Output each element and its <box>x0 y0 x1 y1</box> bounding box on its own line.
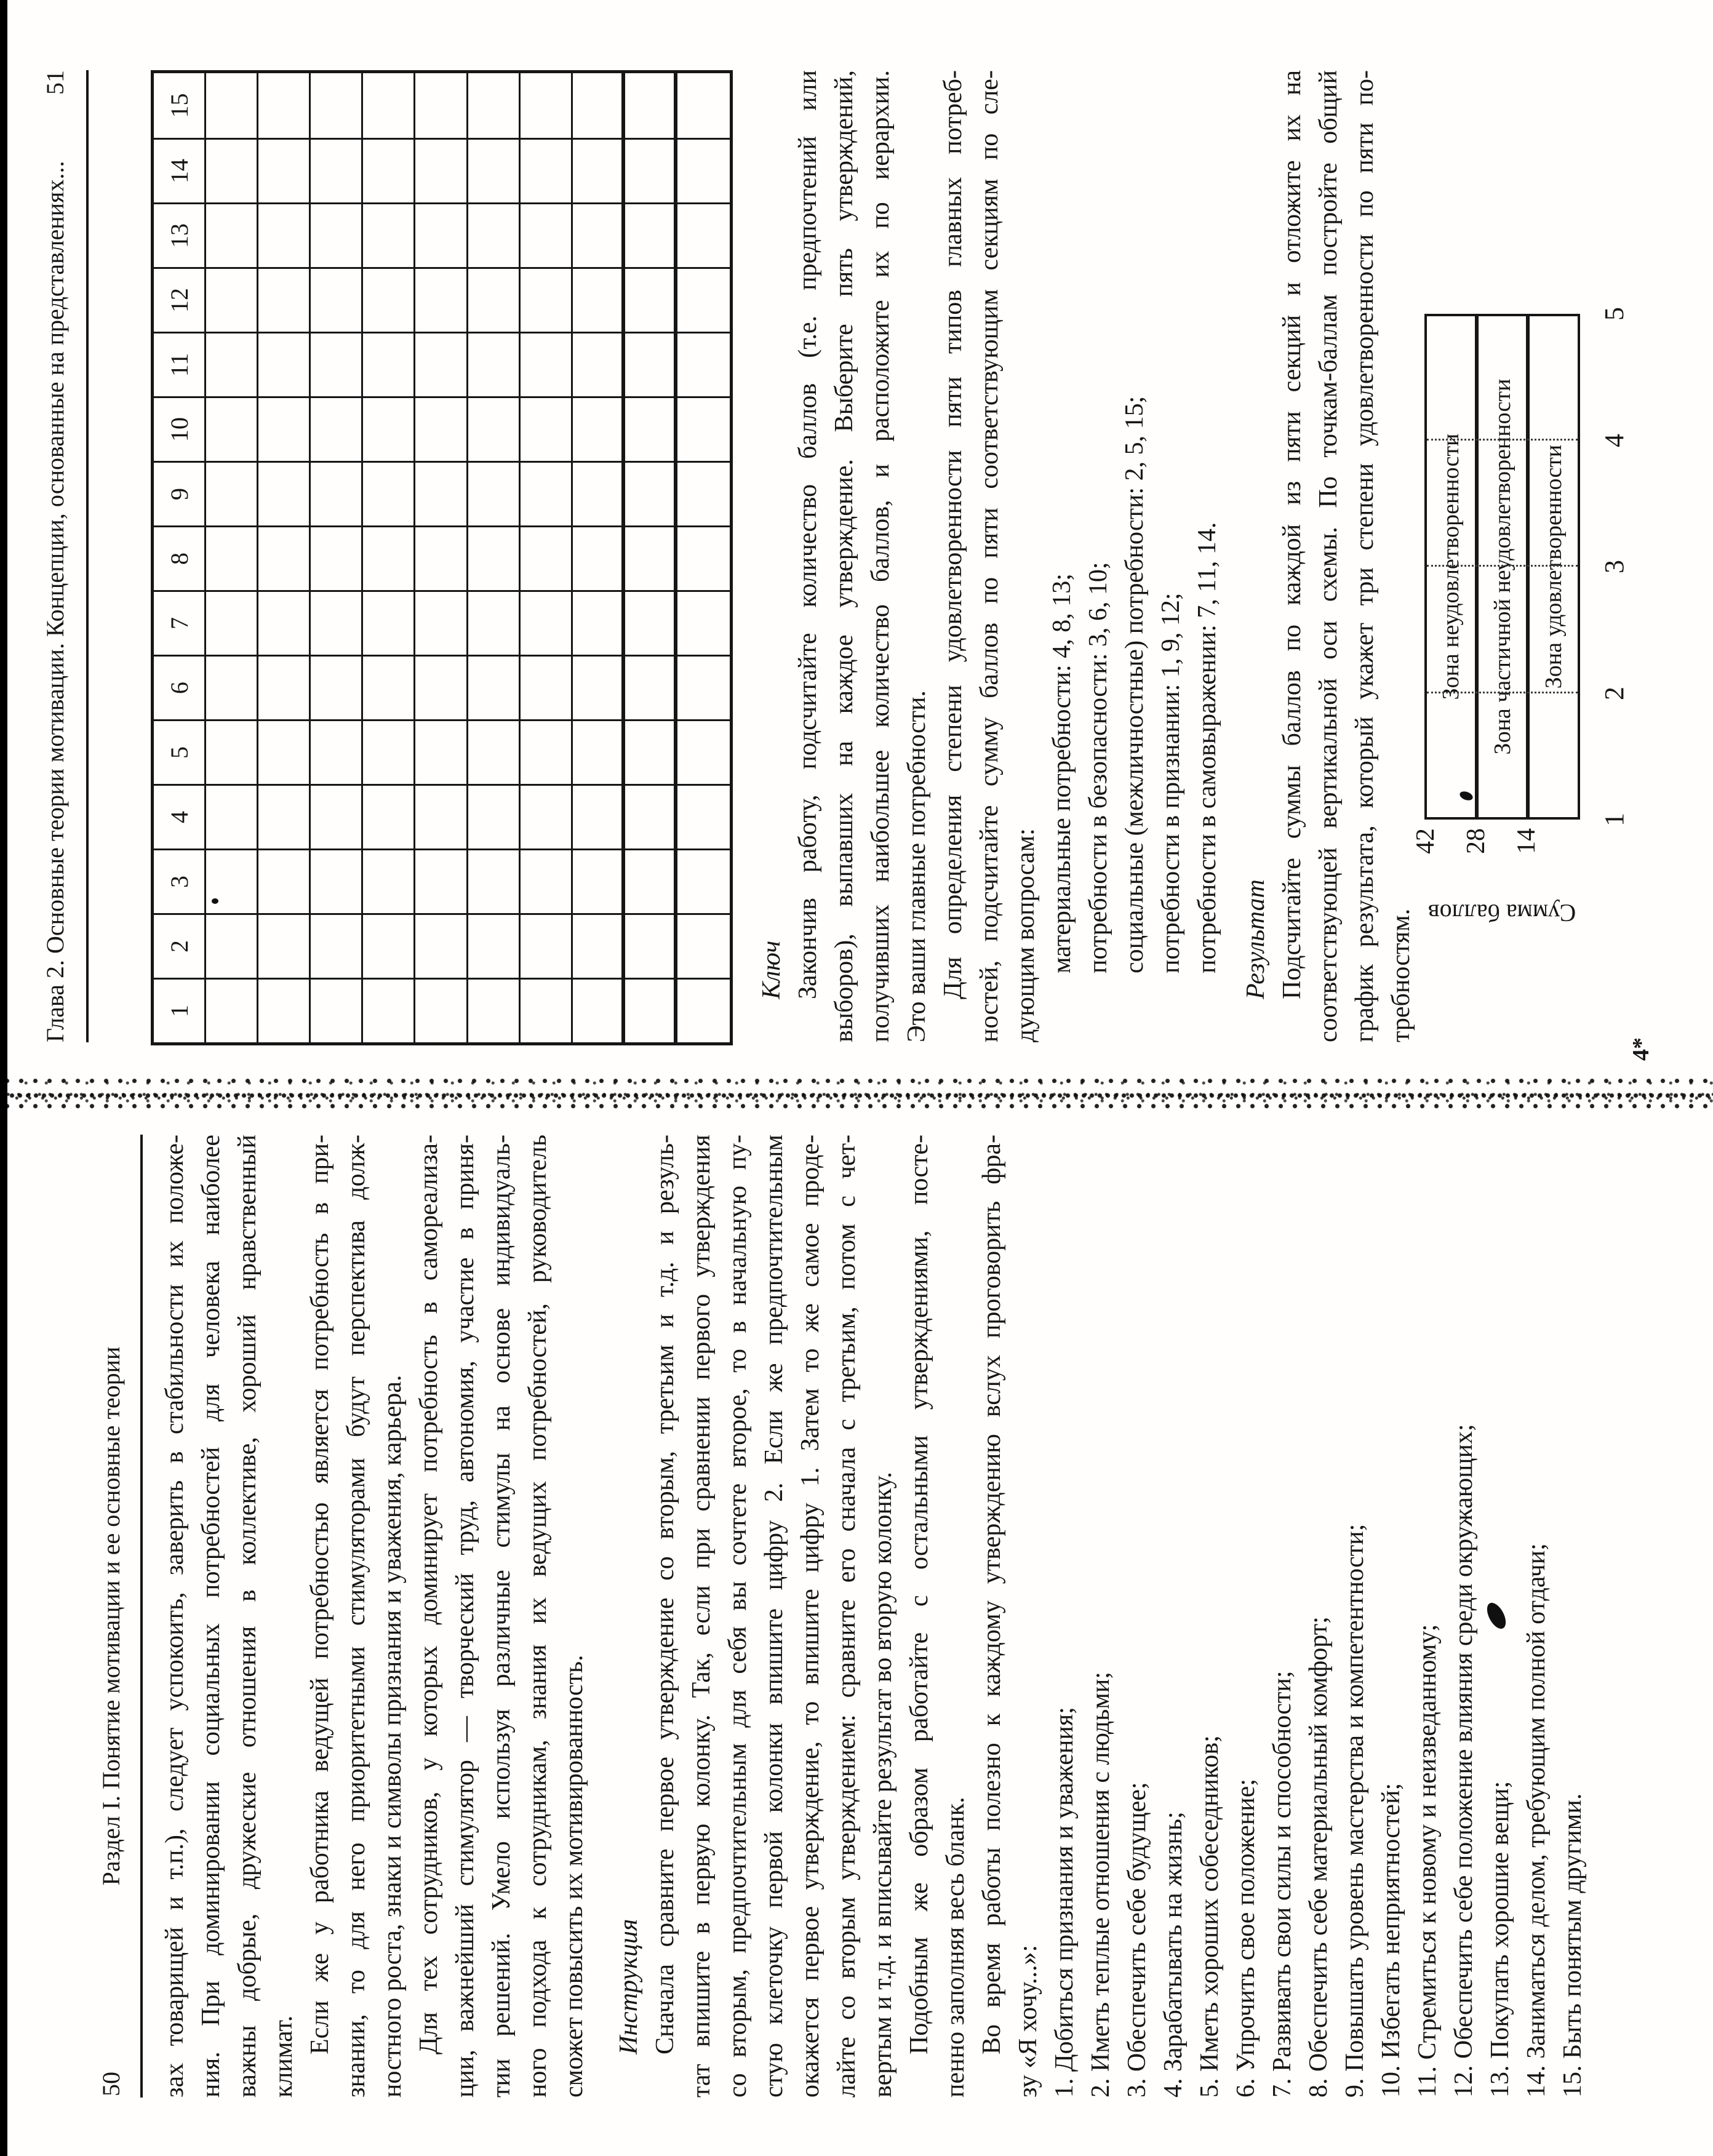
text-line: ции, важнейший стимулятор — творческий труд, автономия, участие в приня- <box>451 1135 479 2098</box>
zones-y-axis-label: Сумма баллов <box>1428 899 1576 927</box>
zones-x-tick-3: 3 <box>1599 560 1629 573</box>
text-line: знании, то для него приоритетными стимуляторами будут перспектива долж- <box>342 1135 370 2098</box>
grid-cell <box>311 590 363 655</box>
grid-cell <box>363 202 415 267</box>
grid-cell <box>521 719 573 784</box>
grid-header-cell: 15 <box>154 73 206 138</box>
grid-cell <box>311 913 363 978</box>
grid-cell <box>625 202 677 267</box>
page50-number: 50 <box>97 2072 125 2096</box>
grid-cell <box>521 396 573 461</box>
text-line: требностям. <box>1387 908 1415 1042</box>
grid-cell <box>415 978 468 1042</box>
grid-cell <box>415 138 468 202</box>
grid-cell <box>468 202 521 267</box>
grid-cell <box>521 461 573 525</box>
grid-cell <box>677 138 730 202</box>
grid-header-cell: 14 <box>154 138 206 202</box>
grid-cell <box>363 267 415 332</box>
grid-cell <box>521 978 573 1042</box>
grid-cell <box>677 525 730 590</box>
grid-cell <box>677 590 730 655</box>
grid-cell <box>258 978 311 1042</box>
grid-cell <box>625 590 677 655</box>
grid-cell <box>258 848 311 913</box>
page-50 <box>0 1078 1713 2156</box>
list-item: потребности в безопасности: 3, 6, 10; <box>1084 562 1112 973</box>
grid-cell <box>258 461 311 525</box>
grid-cell <box>521 848 573 913</box>
grid-cell <box>258 525 311 590</box>
text-line: Если же у работника ведущей потребностью является потребность в при- <box>306 1135 334 2054</box>
grid-cell <box>363 396 415 461</box>
grid-cell <box>415 461 468 525</box>
grid-cell <box>258 73 311 138</box>
grid-cell <box>573 396 625 461</box>
grid-cell <box>311 138 363 202</box>
text-line: Сначала сравните первое утверждение со вторым, третьим и т.д. и резуль- <box>651 1135 679 2054</box>
grid-cell <box>521 784 573 848</box>
grid-cell <box>521 73 573 138</box>
grid-cell <box>415 267 468 332</box>
list-item: 2. Иметь теплые отношения с людьми; <box>1087 1672 1115 2098</box>
page51-head-title: Глава 2. Основные теории мотивации. Концепции, основанные на представлениях... <box>41 161 69 1042</box>
page50-head-title: Раздел I. Понятие мотивации и ее основные теории <box>97 1346 125 1886</box>
grid-cell <box>258 138 311 202</box>
grid-cell <box>521 525 573 590</box>
text-line: тат впишите в первую колонку. Так, если при сравнении первого утверждения <box>687 1135 716 2098</box>
grid-cell <box>625 719 677 784</box>
grid-cell <box>363 848 415 913</box>
list-item: 10. Избегать неприятностей; <box>1377 1783 1405 2098</box>
text-line: получивших наибольшее количество баллов, и расположите их по иерархии. <box>866 70 895 1042</box>
grid-cell <box>206 719 258 784</box>
grid-cell <box>468 461 521 525</box>
grid-cell <box>206 525 258 590</box>
grid-cell <box>521 655 573 719</box>
list-item: 5. Иметь хороших собеседников; <box>1196 1735 1224 2098</box>
grid-cell <box>677 396 730 461</box>
text-line: ния. При доминировании социальных потребностей для человека наиболее <box>197 1135 225 2098</box>
text-line: ностей, подсчитайте сумму баллов по пяти соответствующим секциям по сле- <box>975 70 1004 1042</box>
grid-cell <box>415 655 468 719</box>
grid-cell <box>521 913 573 978</box>
zone-partial-dissatisfaction: Зона частичной неудовлетворенности <box>1479 316 1530 817</box>
grid-cell <box>573 590 625 655</box>
grid-header-cell: 5 <box>154 719 206 784</box>
grid-cell <box>468 784 521 848</box>
grid-cell <box>468 848 521 913</box>
zones-x-tick-4: 4 <box>1599 434 1629 447</box>
grid-header-cell: 13 <box>154 202 206 267</box>
grid-cell <box>206 202 258 267</box>
grid-cell <box>625 461 677 525</box>
text-line: пенно заполняя весь бланк. <box>941 1797 970 2098</box>
grid-cell <box>258 332 311 396</box>
text-line: Подсчитайте суммы баллов по каждой из пяти секций и отложите их на <box>1278 70 1306 999</box>
grid-cell <box>573 267 625 332</box>
grid-cell <box>677 848 730 913</box>
list-item: 14. Заниматься делом, требующим полной отдачи; <box>1522 1543 1551 2098</box>
grid-cell <box>677 719 730 784</box>
grid-cell <box>258 202 311 267</box>
dashed-gridline-3 <box>1427 565 1578 567</box>
grid-cell <box>677 332 730 396</box>
section-heading: Результат <box>1242 879 1270 999</box>
grid-cell <box>311 525 363 590</box>
grid-cell <box>258 590 311 655</box>
ink-speck <box>212 898 218 904</box>
text-line: Во время работы полезно к каждому утверждению вслух проговорить фра- <box>978 1135 1006 2054</box>
list-item: 4. Зарабатывать на жизнь; <box>1159 1811 1188 2098</box>
grid-header-cell: 8 <box>154 525 206 590</box>
text-line: Это ваши главные потребности. <box>903 690 931 1042</box>
grid-cell <box>677 784 730 848</box>
grid-cell <box>206 396 258 461</box>
page51-text <box>754 70 1420 1042</box>
list-item: 11. Стремиться к новому и неизведанному; <box>1413 1624 1442 2098</box>
grid-cell <box>206 73 258 138</box>
zones-y-tick-42: 42 <box>1412 828 1440 854</box>
grid-cell <box>363 913 415 978</box>
dashed-gridline-2 <box>1427 692 1578 693</box>
grid-cell <box>573 848 625 913</box>
list-item: 9. Повышать уровень мастерства и компетентности; <box>1341 1523 1369 2098</box>
page51-number: 51 <box>41 70 69 95</box>
grid-cell <box>311 202 363 267</box>
text-line: Закончив работу, подсчитайте количество баллов (т.е. предпочтений или <box>794 70 822 999</box>
text-line: выборов), выпавших на каждое утверждение. Выберите пять утверждений, <box>830 70 858 1042</box>
grid-cell <box>468 73 521 138</box>
grid-cell <box>311 396 363 461</box>
grid-cell <box>573 461 625 525</box>
grid-cell <box>625 267 677 332</box>
grid-cell <box>573 655 625 719</box>
grid-cell <box>415 396 468 461</box>
grid-cell <box>677 202 730 267</box>
grid-cell <box>258 784 311 848</box>
grid-cell <box>625 655 677 719</box>
grid-cell <box>521 590 573 655</box>
grid-header-cell: 12 <box>154 267 206 332</box>
grid-cell <box>363 73 415 138</box>
grid-cell <box>573 525 625 590</box>
grid-cell <box>677 461 730 525</box>
grid-header-cell: 10 <box>154 396 206 461</box>
grid-cell <box>468 396 521 461</box>
grid-cell <box>415 73 468 138</box>
text-line: Для тех сотрудников, у которых доминирует потребность в самореализа- <box>415 1135 443 2054</box>
grid-cell <box>521 138 573 202</box>
page50-text <box>157 1135 1591 2098</box>
grid-cell <box>468 138 521 202</box>
grid-cell <box>363 590 415 655</box>
grid-header-cell: 11 <box>154 332 206 396</box>
text-line: Для определения степени удовлетворенности пяти типов главных потреб- <box>939 70 967 999</box>
grid-cell <box>468 590 521 655</box>
grid-cell <box>415 202 468 267</box>
grid-header-cell: 4 <box>154 784 206 848</box>
text-line: ностного роста, знаки и символы признания и уважения, карьера. <box>378 1375 407 2098</box>
signature-mark: 4* <box>1628 1037 1654 1061</box>
grid-cell <box>415 332 468 396</box>
grid-cell <box>677 978 730 1042</box>
grid-header-cell: 1 <box>154 978 206 1042</box>
grid-header-cell: 9 <box>154 461 206 525</box>
zone-satisfaction: Зона удовлетворенности <box>1541 444 1567 689</box>
grid-cell <box>468 913 521 978</box>
grid-cell <box>363 719 415 784</box>
grid-cell <box>573 784 625 848</box>
grid-cell <box>206 655 258 719</box>
grid-cell <box>311 848 363 913</box>
text-line: тии решений. Умело используя различные стимулы на основе индивидуаль- <box>487 1135 516 2098</box>
zones-y-tick-28: 28 <box>1462 828 1490 854</box>
list-item: 8. Обеспечить себе материальный комфорт; <box>1304 1616 1333 2098</box>
grid-cell <box>415 525 468 590</box>
text-line: сможет повысить их мотивированность. <box>560 1655 588 2098</box>
grid-cell <box>206 590 258 655</box>
list-item: социальные (межличностные) потребности: 2, 5, 15; <box>1120 396 1149 973</box>
grid-cell <box>363 978 415 1042</box>
grid-cell <box>363 655 415 719</box>
text-line: зах товарищей и т.п.), следует успокоить, заверить в стабильности их положе- <box>161 1135 189 2098</box>
grid-cell <box>258 913 311 978</box>
text-line: Подобным же образом работайте с остальными утверждениями, посте- <box>905 1135 933 2054</box>
grid-cell <box>206 461 258 525</box>
grid-cell <box>521 267 573 332</box>
zones-x-tick-5: 5 <box>1599 307 1629 321</box>
grid-cell <box>206 913 258 978</box>
text-line: дующим вопросам: <box>1012 828 1040 1042</box>
page51-running-head <box>39 70 71 1042</box>
grid-cell <box>625 848 677 913</box>
book-spine-shadow <box>0 1077 1713 1114</box>
grid-cell <box>468 719 521 784</box>
grid-cell <box>468 332 521 396</box>
grid-cell <box>415 784 468 848</box>
page50-head-rule <box>140 1135 143 2098</box>
grid-cell <box>625 784 677 848</box>
section-heading: Инструкция <box>615 1918 643 2054</box>
text-line: зу «Я хочу...»: <box>1014 1944 1042 2098</box>
grid-cell <box>573 913 625 978</box>
grid-header-cell: 3 <box>154 848 206 913</box>
grid-cell <box>468 978 521 1042</box>
grid-cell <box>363 525 415 590</box>
grid-cell <box>573 138 625 202</box>
grid-cell <box>468 655 521 719</box>
grid-cell <box>573 719 625 784</box>
grid-cell <box>311 267 363 332</box>
grid-cell <box>415 590 468 655</box>
grid-cell <box>415 913 468 978</box>
page51-head-rule <box>86 70 89 1042</box>
grid-cell <box>206 267 258 332</box>
grid-cell <box>311 719 363 784</box>
section-heading: Ключ <box>757 940 786 999</box>
text-line: лайте со вторым утверждением: сравните его сначала с третьим, потом с чет- <box>833 1135 861 2098</box>
list-item: 1. Добиться признания и уважения; <box>1050 1707 1079 2098</box>
grid-cell <box>573 202 625 267</box>
grid-cell <box>311 784 363 848</box>
grid-cell <box>677 655 730 719</box>
grid-cell <box>415 719 468 784</box>
text-line: климат. <box>270 2015 298 2098</box>
text-line: ного подхода к сотрудникам, знания их ведущих потребностей, руководитель <box>524 1135 552 2098</box>
grid-cell <box>625 138 677 202</box>
text-line: стую клеточку первой колонки впишите цифру 2. Если же предпочтительным <box>760 1135 788 2098</box>
scan-edge-strip <box>0 0 7 2156</box>
answer-grid <box>151 70 733 1045</box>
grid-cell <box>625 73 677 138</box>
list-item: 13. Покупать хорошие вещи; <box>1486 1781 1514 2098</box>
grid-cell <box>206 978 258 1042</box>
grid-cell <box>363 784 415 848</box>
grid-header-cell: 7 <box>154 590 206 655</box>
grid-cell <box>258 719 311 784</box>
grid-cell <box>677 913 730 978</box>
dashed-gridline-4 <box>1427 439 1578 441</box>
list-item: 7. Развивать свои силы и способности; <box>1268 1671 1296 2098</box>
grid-cell <box>206 138 258 202</box>
grid-cell <box>625 525 677 590</box>
page50-running-head <box>95 1135 127 2098</box>
text-line: вертым и т.д. и вписывайте результат во вторую колонку. <box>869 1472 897 2098</box>
grid-cell <box>311 655 363 719</box>
grid-cell <box>573 978 625 1042</box>
grid-cell <box>258 396 311 461</box>
list-item: 6. Упрочить свое положение; <box>1232 1778 1260 2098</box>
list-item: 12. Обеспечить себе положение влияния среди окружающих; <box>1450 1424 1478 2098</box>
grid-cell <box>625 978 677 1042</box>
grid-cell <box>625 332 677 396</box>
grid-cell <box>521 202 573 267</box>
grid-header-cell: 6 <box>154 655 206 719</box>
grid-cell <box>363 461 415 525</box>
grid-cell <box>677 267 730 332</box>
grid-cell <box>311 73 363 138</box>
text-line: соответствующей вертикальной оси схемы. По точкам-баллам постройте общий <box>1314 70 1343 1042</box>
text-line: важны добрые, дружеские отношения в коллективе, хороший нравственный <box>233 1135 262 2098</box>
grid-cell <box>468 267 521 332</box>
grid-cell <box>206 332 258 396</box>
grid-header-cell: 2 <box>154 913 206 978</box>
zones-x-tick-1: 1 <box>1599 813 1629 826</box>
grid-cell <box>258 267 311 332</box>
zones-y-tick-14: 14 <box>1512 828 1541 854</box>
grid-cell <box>363 332 415 396</box>
grid-cell <box>625 396 677 461</box>
grid-cell <box>258 655 311 719</box>
zones-x-tick-2: 2 <box>1599 687 1629 700</box>
grid-cell <box>311 461 363 525</box>
list-item: 3. Обеспечить себе будущее; <box>1123 1782 1151 2098</box>
grid-cell <box>677 73 730 138</box>
zone-dissatisfaction: Зона неудовлетворенности <box>1427 316 1479 817</box>
list-item: материальные потребности: 4, 8, 13; <box>1048 573 1076 973</box>
list-item: потребности в признании: 1, 9, 12; <box>1157 593 1185 973</box>
text-line: график результата, который укажет три степени удовлетворенности по пяти по- <box>1351 70 1379 1042</box>
text-line: со вторым, предпочтительным для себя вы сочтете второе, то в начальную пу- <box>724 1135 752 2098</box>
list-item: потребности в самовыражении: 7, 11, 14. <box>1193 522 1221 973</box>
grid-cell <box>311 978 363 1042</box>
grid-cell <box>573 332 625 396</box>
list-item: 15. Быть понятым другими. <box>1559 1793 1587 2098</box>
grid-cell <box>363 138 415 202</box>
grid-cell <box>573 73 625 138</box>
zones-diagram <box>1424 314 1580 820</box>
grid-cell <box>521 332 573 396</box>
grid-cell <box>415 848 468 913</box>
grid-cell <box>311 332 363 396</box>
text-line: окажется первое утверждение, то впишите цифру 1. Затем то же самое проде- <box>796 1135 825 2098</box>
grid-cell <box>206 784 258 848</box>
grid-cell <box>625 913 677 978</box>
grid-cell <box>468 525 521 590</box>
